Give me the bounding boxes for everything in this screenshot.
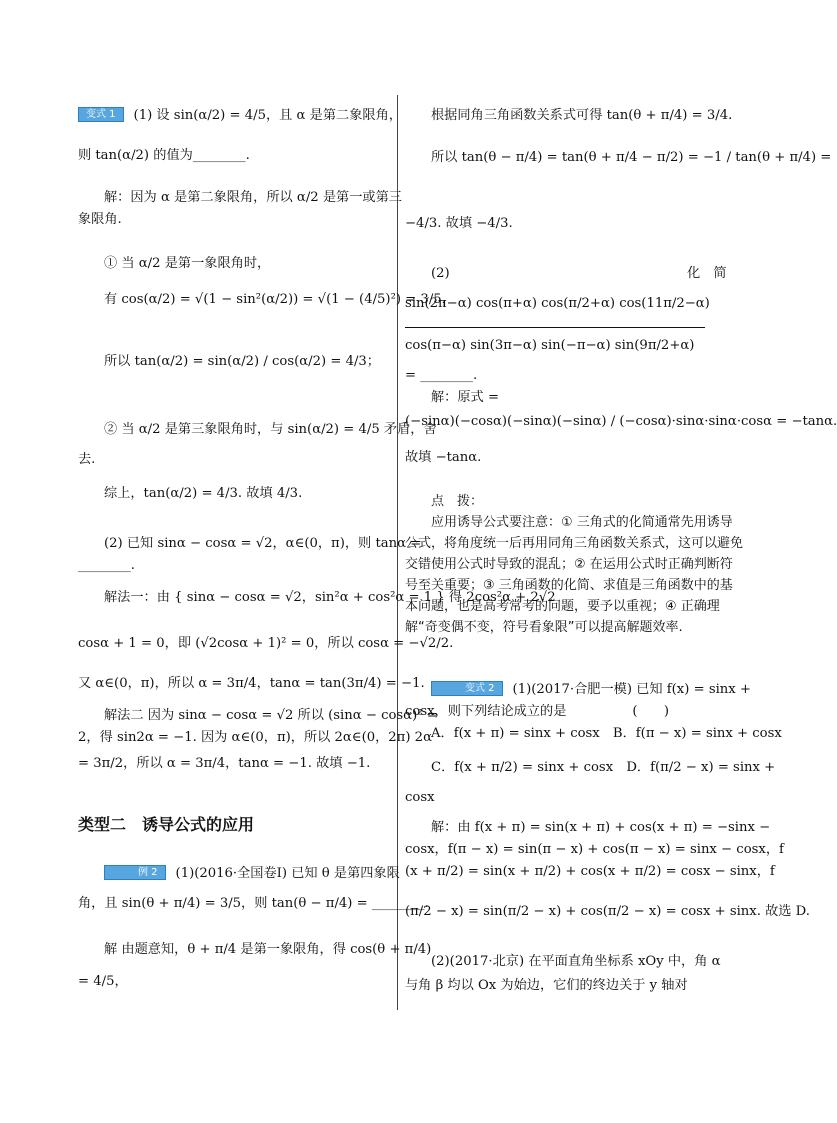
- exercise-tag: 变式 2: [431, 681, 503, 696]
- text-line-r5: [405, 295, 745, 313]
- text-content: cosx: [405, 790, 435, 805]
- text-content: 根据同角三角函数关系式可得 tan(θ + π/4) = 3/4.: [431, 108, 733, 123]
- text-line-r19: [405, 903, 810, 921]
- text-content: 解法二 因为 sinα − cosα = √2 所以 (sinα − cosα)² =: [104, 708, 438, 723]
- tip-block: [405, 491, 745, 638]
- text-content: 所以 tan(α/2) = sin(α/2) / cos(α/2) = 4/3；: [104, 354, 380, 369]
- text-line-l1: [78, 107, 402, 125]
- text-content: = 4/5，: [78, 974, 128, 989]
- text-content: 故填 −tanα.: [405, 450, 482, 465]
- text-line-l10: [78, 485, 388, 503]
- text-line-r21: [405, 977, 745, 995]
- section-title: 类型二 诱导公式的应用: [78, 815, 255, 834]
- text-content: 角，且 sin(θ + π/4) = 3/5，则 tan(θ − π/4) = ________.: [78, 896, 429, 911]
- text-line-r4: [405, 265, 745, 283]
- text-content: 则 tan(α/2) 的值为________.: [78, 148, 250, 163]
- text-line-r11: [405, 681, 751, 699]
- text-content: (1) 设 sin(α/2) = 4/5，且 α 是第二象限角，: [133, 108, 402, 123]
- text-line-r17: [405, 841, 784, 859]
- text-content: (2) 已知 sinα − cosα = √2，α∈(0，π)，则 tanα =: [104, 536, 422, 551]
- text-line-l16: [78, 707, 438, 725]
- text-line-r8: [405, 389, 745, 407]
- text-content: 去.: [78, 452, 96, 467]
- text-content: (2)(2017·北京) 在平面直角坐标系 xOy 中，角 α: [431, 954, 721, 969]
- text-content: 解 由题意知，θ + π/4 是第一象限角，得 cos(θ + π/4): [104, 942, 432, 957]
- text-content: 又 α∈(0，π)，所以 α = 3π/4，tanα = tan(3π/4) = −1.: [78, 676, 425, 691]
- text-line-r9: [405, 413, 837, 431]
- text-line-l19: [78, 865, 400, 883]
- text-content: (2) 化 简: [431, 266, 727, 281]
- text-line-l3: [78, 189, 402, 207]
- text-line-r10: [405, 449, 745, 467]
- text-content: 象限角.: [78, 212, 122, 227]
- exercise-tag: 例 2: [104, 865, 166, 880]
- text-line-l2: [78, 147, 388, 165]
- text-content: (1)(2016·全国卷Ⅰ) 已知 θ 是第四象限: [175, 866, 400, 881]
- text-content: −4/3. 故填 −4/3.: [405, 216, 513, 231]
- text-content: ② 当 α/2 是第三象限角时，与 sin(α/2) = 4/5 矛盾，舍: [104, 422, 437, 437]
- text-content: ① 当 α/2 是第一象限角时，: [104, 256, 271, 271]
- text-content: (1)(2017·合肥一模) 已知 f(x) = sinx +: [512, 682, 751, 697]
- text-line-r15: [405, 789, 745, 807]
- text-line-l22: [78, 973, 388, 991]
- text-line-l15: [78, 675, 425, 693]
- text-line-r1: [405, 107, 745, 125]
- text-line-l21: [78, 941, 432, 959]
- text-content: = 3π/2，所以 α = 3π/4，tanα = −1. 故填 −1.: [78, 756, 371, 771]
- text-line-r6: [405, 337, 745, 355]
- text-content: 解法一：由 { sinα − cosα = √2，sin²α + cos²α = 1 } 得 2cos²α + 2√2: [104, 590, 556, 605]
- text-content: 解：由 f(x + π) = sin(x + π) + cos(x + π) = −sinx −: [431, 820, 771, 835]
- text-line-l12: [78, 557, 388, 575]
- text-line-r7: [405, 367, 745, 385]
- text-line-l4: [78, 211, 388, 229]
- text-content: 综上，tan(α/2) = 4/3. 故填 4/3.: [104, 486, 303, 501]
- text-line-l8: [78, 421, 437, 439]
- text-line-l11: [78, 535, 422, 553]
- text-line-r13: [405, 725, 782, 743]
- text-content: 2，得 sin2α = −1. 因为 α∈(0，π)，所以 2α∈(0，2π) 2α: [78, 730, 432, 745]
- text-line-r2: [405, 149, 832, 167]
- text-line-r3: [405, 215, 745, 233]
- text-line-l5: [78, 255, 388, 273]
- text-content: (−sinα)(−cosα)(−sinα)(−sinα) / (−cosα)·sinα·sinα·cosα = −tanα.: [405, 414, 837, 429]
- tip-title: 点 拨：: [431, 494, 484, 509]
- text-content: C．f(x + π/2) = sinx + cosx D．f(π/2 − x) = sinx +: [431, 760, 776, 775]
- text-line-r14: [405, 759, 776, 777]
- text-content: cosx，f(π − x) = sin(π − x) + cos(π − x) = sinx − cosx，f: [405, 842, 784, 857]
- text-line-r18: [405, 863, 775, 881]
- text-line-r16: [405, 819, 771, 837]
- text-content: cos(π−α) sin(3π−α) sin(−π−α) sin(9π/2+α): [405, 338, 695, 353]
- text-line-l7: [78, 353, 388, 371]
- text-content: (x + π/2) = sin(x + π/2) + cos(x + π/2) = cosx − sinx，f: [405, 864, 775, 879]
- tip-text: 应用诱导公式要注意：① 三角式的化简通常先用诱导公式，将角度统一后再用同角三角函数关系式，这可以避免交错使用公式时导致的混乱；② 在运用公式时正确判断符号至关重要；③ 三角函数的化简、求值是三角函数中的基本问题，也是高考常考的问题，要予以重视；④ 正确理解“奇变偶不变，符号看象限”可以提高解题效率.: [405, 515, 744, 635]
- fraction-bar: [405, 327, 705, 328]
- exercise-tag: 变式 1: [78, 107, 124, 122]
- text-content: cosx，则下列结论成立的是 ( ): [405, 704, 670, 719]
- text-line-l18: [78, 755, 388, 773]
- text-line-l17: [78, 729, 432, 747]
- text-line-l20: [78, 895, 429, 913]
- text-content: (π/2 − x) = sin(π/2 − x) + cos(π/2 − x) = cosx + sinx. 故选 D.: [405, 904, 810, 919]
- text-line-r20: [405, 953, 745, 971]
- text-line-l14: [78, 635, 454, 653]
- text-content: ________.: [78, 558, 135, 573]
- text-content: 与角 β 均以 Ox 为始边，它们的终边关于 y 轴对: [405, 978, 688, 993]
- text-content: cosα + 1 = 0，即 (√2cosα + 1)² = 0，所以 cosα = −√2/2.: [78, 636, 454, 651]
- text-content: 解：原式 =: [431, 390, 499, 405]
- text-line-r12: [405, 703, 745, 721]
- text-content: 有 cos(α/2) = √(1 − sin²(α/2)) = √(1 − (4/5)²) = 3/5，: [104, 292, 455, 307]
- text-line-l9: [78, 451, 388, 469]
- text-content: = ________.: [405, 368, 478, 383]
- text-line-l13: [78, 589, 556, 607]
- text-content: 所以 tan(θ − π/4) = tan(θ + π/4 − π/2) = −1 / tan(θ + π/4) =: [431, 150, 832, 165]
- text-line-l6: [78, 291, 455, 309]
- text-content: A．f(x + π) = sinx + cosx B．f(π − x) = sinx + cosx: [431, 726, 782, 741]
- text-content: sin(2π−α) cos(π+α) cos(π/2+α) cos(11π/2−α): [405, 296, 710, 311]
- text-content: 解：因为 α 是第二象限角，所以 α/2 是第一或第三: [104, 190, 402, 205]
